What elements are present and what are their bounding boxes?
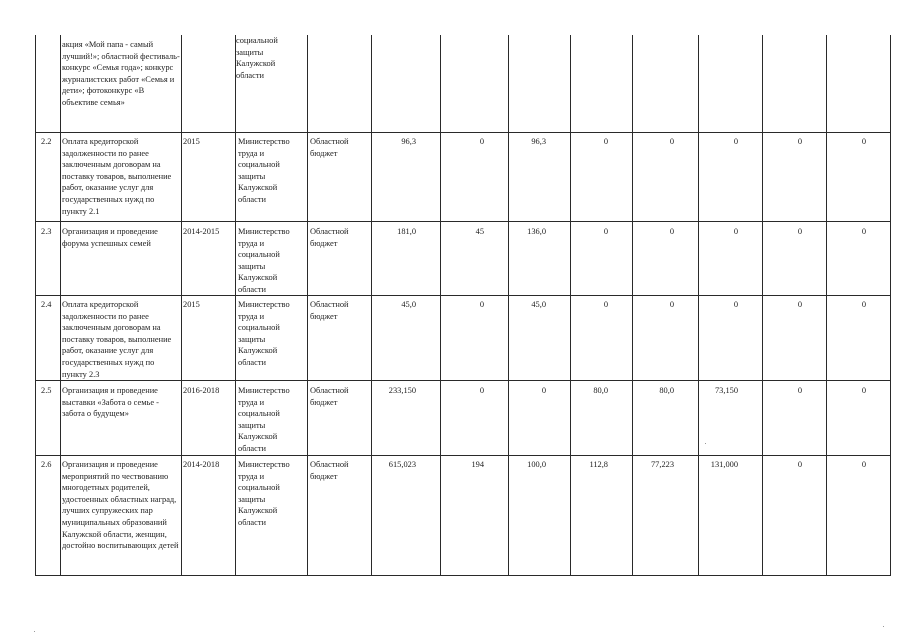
row-executor: Министерство труда и социальной защиты Калужской области [238,137,290,204]
row-event: Оплата кредиторской задолженности по ранее заключенным договорам на поставку товаров, выполнение работ, оказание услуг для государственных нужд по пункту 2.3 [62,300,172,379]
row-amount: 77,223 [650,460,674,469]
row-event: Оплата кредиторской задолженности по ранее заключенным договорам на поставку товаров, выполнение работ, оказание услуг для государственных нужд по пункту 2.1 [62,137,172,216]
row-amount: 615,023 [388,460,416,469]
row-period: 2016-2018 [183,386,220,395]
row-amount: 0 [733,227,738,236]
row-period: 2015 [183,300,200,309]
grid-col-line [890,35,891,576]
row-amount: 0 [733,137,738,146]
row-period: 2014-2015 [183,227,220,236]
row-number: 2.2 [41,137,52,146]
row-amount: 45,0 [401,300,416,309]
grid-col-line [307,35,308,576]
scan-speck [705,443,706,444]
row-amount: 73,150 [714,386,738,395]
row-funding-source: Областной бюджет [310,386,349,407]
row-amount: 0 [861,227,866,236]
row-amount: 0 [603,137,608,146]
row-amount: 0 [797,386,802,395]
grid-col-line [235,35,236,576]
row-amount: 233,150 [388,386,416,395]
row-amount: 0 [733,300,738,309]
row-amount: 0 [861,386,866,395]
row-amount: 0 [797,300,802,309]
row-amount: 96,3 [401,137,416,146]
row-amount: 0 [861,460,866,469]
row-funding-source: Областной бюджет [310,137,349,158]
row-amount: 181,0 [397,227,416,236]
row-amount: 112,8 [589,460,608,469]
row-executor: Министерство труда и социальной защиты Калужской области [238,227,290,294]
row-amount: 0 [669,227,674,236]
row-amount: 45,0 [531,300,546,309]
row-amount: 80,0 [659,386,674,395]
row-number: 2.4 [41,300,52,309]
grid-row-line [35,575,890,576]
row-amount: 0 [479,137,484,146]
grid-row-line [35,132,890,133]
row-funding-source: Областной бюджет [310,227,349,248]
row-amount: 0 [603,300,608,309]
row-amount: 0 [797,227,802,236]
row-executor: Министерство труда и социальной защиты Калужской области [238,300,290,367]
row-amount: 136,0 [527,227,546,236]
row-number: 2.6 [41,460,52,469]
grid-col-line [35,35,36,576]
row-amount: 131,000 [710,460,738,469]
grid-row-line [35,221,890,222]
continuation-executor-text: социальной защиты Калужской области [236,36,278,80]
grid-row-line [35,295,890,296]
row-amount: 45 [475,227,484,236]
row-event: Организация и проведение мероприятий по чествованию многодетных родителей, удостоенных областных наград, лучших супружеских пар муниципальных образований Калужской области, женщин, достойно воспитывающих детей [62,460,179,551]
row-event: Организация и проведение выставки «Забота о семье - забота о будущем» [62,386,159,419]
scan-speck [34,631,35,632]
row-amount: 0 [479,300,484,309]
scan-speck [883,626,884,627]
row-amount: 0 [797,137,802,146]
row-amount: 0 [861,137,866,146]
row-amount: 0 [797,460,802,469]
row-amount: 0 [669,300,674,309]
grid-row-line [35,455,890,456]
row-amount: 0 [479,386,484,395]
row-event: Организация и проведение форума успешных семей [62,227,158,248]
row-period: 2014-2018 [183,460,220,469]
row-executor: Министерство труда и социальной защиты Калужской области [238,460,290,527]
row-funding-source: Областной бюджет [310,300,349,321]
row-number: 2.5 [41,386,52,395]
row-amount: 0 [541,386,546,395]
row-amount: 0 [669,137,674,146]
row-executor: Министерство труда и социальной защиты Калужской области [238,386,290,453]
row-amount: 194 [471,460,484,469]
row-amount: 100,0 [527,460,546,469]
row-amount: 0 [603,227,608,236]
grid-col-line [181,35,182,576]
row-funding-source: Областной бюджет [310,460,349,481]
row-number: 2.3 [41,227,52,236]
row-period: 2015 [183,137,200,146]
row-amount: 96,3 [531,137,546,146]
row-amount: 80,0 [593,386,608,395]
row-amount: 0 [861,300,866,309]
continuation-event-text: акция «Мой папа - самый лучший!»; областной фестиваль-конкурс «Семья года»; конкурс журналистских работ «Семья и дети»; фотоконкурс «В объективе семья» [62,40,180,107]
